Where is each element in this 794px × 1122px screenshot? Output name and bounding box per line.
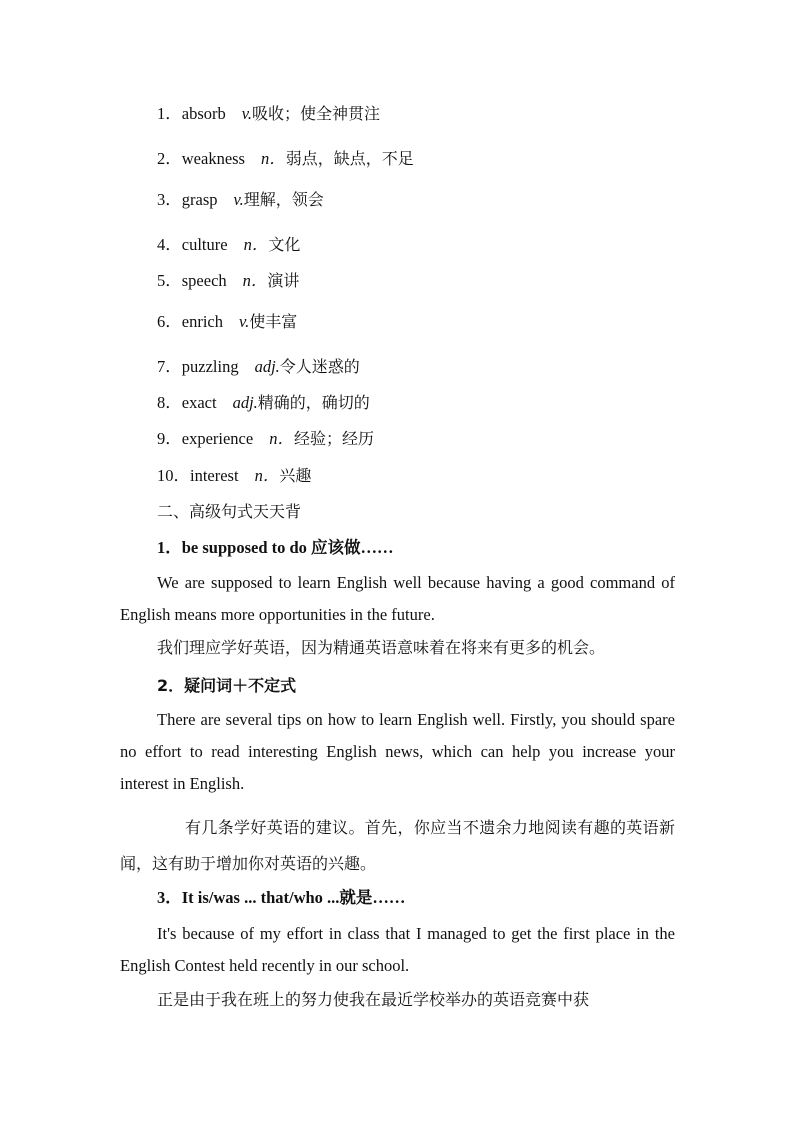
vocab-item-9 <box>157 429 374 449</box>
vocab-number: 10． <box>157 466 190 485</box>
part-of-speech: n． <box>269 429 294 448</box>
vocab-item-2 <box>157 149 414 169</box>
vocab-word: grasp <box>181 190 218 209</box>
part-of-speech: n． <box>254 466 280 485</box>
vocab-meaning: 吸收；使全神贯注 <box>251 104 380 123</box>
vocab-meaning: 演讲 <box>267 271 300 290</box>
part-of-speech: adj. <box>254 357 280 376</box>
section-heading: 二、高级句式天天背 <box>157 502 302 521</box>
part-of-speech: v. <box>241 104 252 123</box>
vocab-number: 4． <box>157 235 182 254</box>
pattern-example-english-2: There are several tips on how to learn English well. Firstly, you should spare no effort to read interesting English news, which can help you increase your interest in English. <box>120 710 675 793</box>
vocab-word: interest <box>190 466 239 485</box>
vocab-word: speech <box>181 271 227 290</box>
vocab-item-10 <box>157 466 311 486</box>
pattern-example-chinese-3: 正是由于我在班上的努力使我在最近学校举办的英语竞赛中获 <box>157 990 590 1009</box>
vocab-word: puzzling <box>181 357 239 376</box>
vocab-item-4 <box>157 235 300 255</box>
part-of-speech: n． <box>243 235 269 254</box>
vocab-word: experience <box>181 429 254 448</box>
vocab-meaning: 弱点，缺点，不足 <box>285 149 414 168</box>
vocab-meaning: 令人迷惑的 <box>279 357 360 376</box>
pattern-heading-2: 2．疑问词＋不定式 <box>157 676 297 695</box>
pattern-example-chinese-2: 有几条学好英语的建议。首先，你应当不遗余力地阅读有趣的英语新闻，这有助于增加你对英语的兴趣。 <box>120 818 675 873</box>
vocab-number: 6． <box>157 312 182 331</box>
vocab-number: 1． <box>157 104 182 123</box>
vocab-number: 3． <box>157 190 182 209</box>
vocab-word: culture <box>181 235 228 254</box>
vocab-item-8 <box>157 393 370 413</box>
vocab-item-7 <box>157 357 360 377</box>
vocab-meaning: 兴趣 <box>279 466 312 485</box>
part-of-speech: adj. <box>232 393 258 412</box>
pattern-example-english-1: We are supposed to learn English well because having a good command of English means more opportunities in the future. <box>120 573 675 624</box>
vocab-number: 7． <box>157 357 182 376</box>
vocab-meaning: 文化 <box>268 235 301 254</box>
vocab-item-6 <box>157 312 297 332</box>
part-of-speech: v. <box>233 190 244 209</box>
part-of-speech: v. <box>238 312 250 331</box>
part-of-speech: n． <box>260 149 286 168</box>
vocab-item-1 <box>157 104 380 124</box>
vocab-number: 5． <box>157 271 182 290</box>
vocab-word: absorb <box>181 104 226 123</box>
vocab-number: 9． <box>157 429 182 448</box>
pattern-example-english-3: It's because of my effort in class that I managed to get the first place in the English Contest held recently in our school. <box>120 924 675 975</box>
vocab-word: exact <box>181 393 217 412</box>
pattern-example-chinese-1: 我们理应学好英语，因为精通英语意味着在将来有更多的机会。 <box>157 638 606 657</box>
vocab-word: weakness <box>181 149 245 168</box>
pattern-heading-1: 1．be supposed to do 应该做…… <box>157 538 394 557</box>
vocab-item-3 <box>157 190 324 210</box>
vocab-meaning: 理解，领会 <box>243 190 324 209</box>
vocab-meaning: 精确的，确切的 <box>257 393 370 412</box>
vocab-number: 2． <box>157 149 182 168</box>
vocab-number: 8． <box>157 393 182 412</box>
pattern-heading-3: 3．It is/was ... that/who ...就是…… <box>157 888 406 907</box>
vocab-meaning: 经验；经历 <box>293 429 374 448</box>
vocab-word: enrich <box>181 312 223 331</box>
part-of-speech: n． <box>242 271 268 290</box>
vocab-meaning: 使丰富 <box>249 312 298 331</box>
vocab-item-5 <box>157 271 299 291</box>
